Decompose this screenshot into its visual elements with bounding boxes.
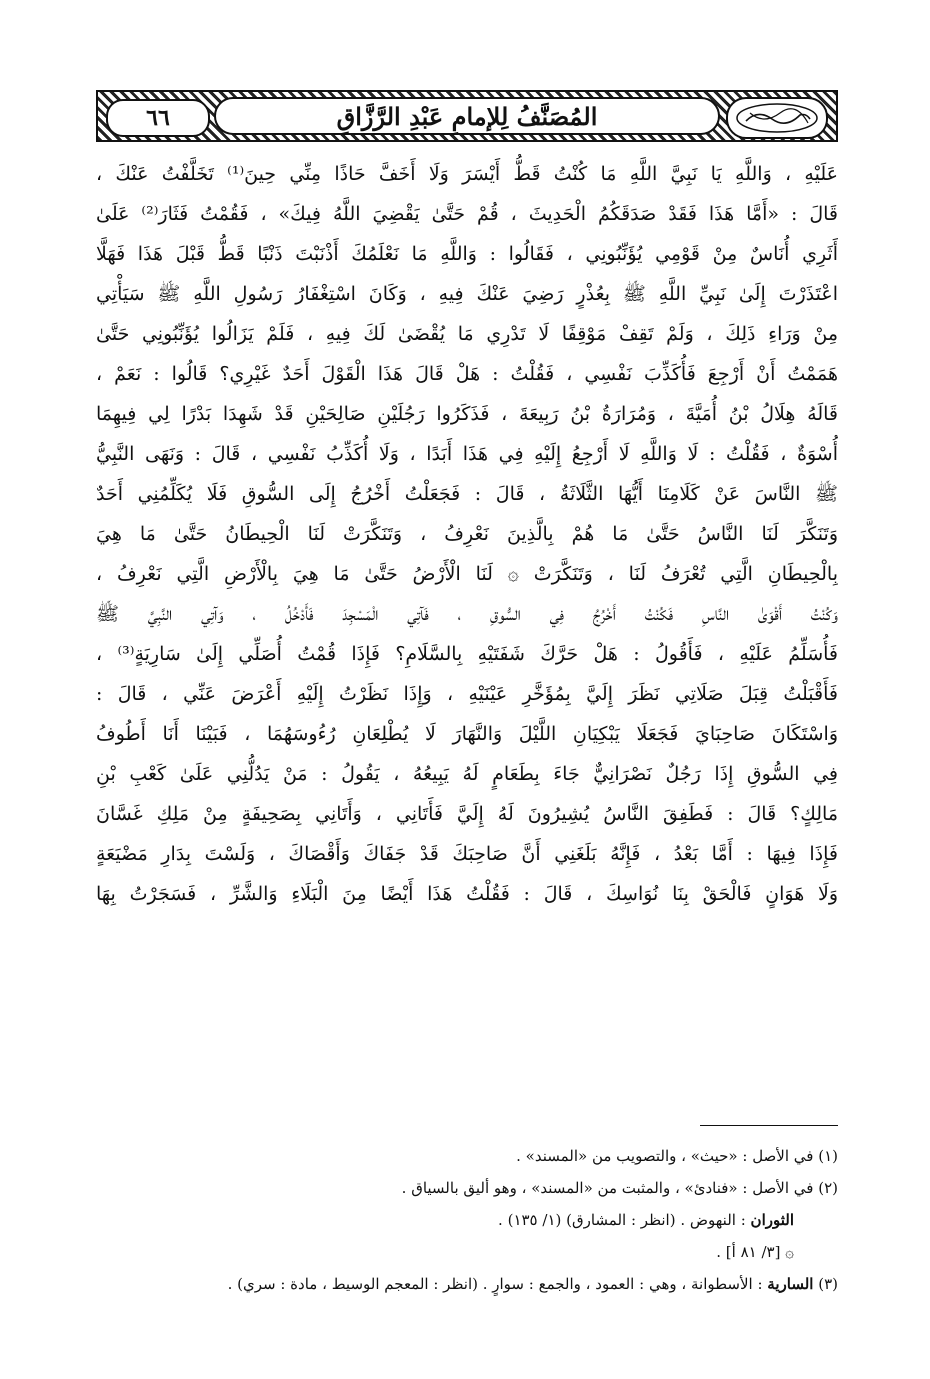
gloss-definition: : النهوض . (انظر : المشارق) (١/ ١٣٥) . <box>498 1211 751 1229</box>
text-line: قَالَهُ هِلَالُ بْنُ أُمَيَّةَ ، وَمُرَارَةُ بْنُ رَبِيعَةَ ، فَذَكَرُوا رَجُلَيْنِ صَالِحَيْنِ قَدْ شَهِدَا بَدْرًا لِي فِيهِمَا <box>96 403 838 425</box>
text-line: بِالْحِيطَانِ الَّتِي تُعْرَفُ لَنَا ، وَتَنَكَّرَتْ ۞ لَنَا الْأَرْضُ حَتَّىٰ مَا هِيَ بِالْأَرْضِ الَّتِي نَعْرِفُ ، <box>96 563 838 585</box>
text-line: وَاسْتَكَانَ صَاحِبَايَ فَجَعَلَا يَبْكِيَانِ اللَّيْلَ وَالنَّهَارَ لَا يُطْلِعَانِ رُءُوسَهُمَا ، فَبَيْنَا أَنَا أَطُوفُ <box>96 723 838 745</box>
main-text <box>96 154 838 914</box>
page-number-frame <box>106 99 210 137</box>
seal-icon <box>728 99 826 137</box>
text-line: فِي السُّوقِ إِذَا رَجُلٌ نَصْرَانِيٌّ جَاءَ بِطَعَامٍ لَهُ يَبِيعُهُ ، يَقُولُ : مَنْ يَدُلُّنِي عَلَىٰ كَعْبِ بْنِ <box>96 763 838 785</box>
text-line: قَالَ : «أَمَّا هَذَا فَقَدْ صَدَقَكُمُ الْحَدِيثَ ، قُمْ حَتَّىٰ يَقْضِيَ اللَّهُ فِيكَ» ، فَقُمْتُ فَثَارَ⁽²⁾ عَلَىٰ <box>96 203 838 225</box>
seal-logo <box>726 97 828 139</box>
text-line: فَأُسَلِّمُ عَلَيْهِ ، فَأَقُولُ : هَلْ حَرَّكَ شَفَتَيْهِ بِالسَّلَامِ؟ فَإِذَا قُمْتُ أُصَلِّي إِلَىٰ سَارِيَةٍ⁽³⁾ ، <box>96 643 838 665</box>
text-line: وَتَنَكَّرَ لَنَا النَّاسُ حَتَّىٰ مَا هُمْ بِالَّذِينَ نَعْرِفُ ، وَتَنَكَّرَتْ لَنَا الْحِيطَانُ حَتَّىٰ مَا هِيَ <box>96 523 838 545</box>
gloss-term: الثوران <box>750 1211 794 1229</box>
title-frame <box>214 97 720 135</box>
page-number: ٦٦ <box>146 105 170 131</box>
text-line: عَلَيْهِ ، وَاللَّهِ يَا نَبِيَّ اللَّهِ مَا كُنْتُ قَطُّ أَيْسَرَ وَلَا أَخَفَّ حَاذًا مِنِّي حِينَ⁽¹⁾ تَخَلَّفْتُ عَنْكَ ، <box>96 163 838 185</box>
page-header <box>96 90 838 142</box>
text-line: وَكُنْتُ أَقْوَىٰ النَّاسِ فَكُنْتُ أَخْرُجُ فِي السُّوقِ ، فَآتِي الْمَسْجِدَ فَأَدْخُلُ ، وَآتِي النَّبِيَّ ﷺ <box>96 603 838 625</box>
text-line: فَإِذَا فِيهَا : أَمَّا بَعْدُ ، فَإِنَّهُ بَلَغَنِي أَنَّ صَاحِبَكَ قَدْ جَفَاكَ وَأَقْصَاكَ ، وَلَسْتَ بِدَارِ مَضْيَعَةٍ <box>96 843 838 865</box>
text-line: هَمَمْتُ أَنْ أَرْجِعَ فَأُكَذِّبَ نَفْسِي ، فَقُلْتُ : هَلْ قَالَ هَذَا الْقَوْلَ أَحَدٌ غَيْرِي؟ قَالُوا : نَعَمْ ، <box>96 363 838 385</box>
text-line: أَثَرِي أُنَاسٌ مِنْ قَوْمِي يُؤَنِّبُونِي ، فَقَالُوا : وَاللَّهِ مَا نَعْلَمُكَ أَذْنَبْتَ ذَنْبًا قَطُّ قَبْلَ هَذَا فَهَلَّا <box>96 243 838 265</box>
text-line: مَالِكٍ؟ قَالَ : فَطَفِقَ النَّاسُ يُشِيرُونَ لَهُ إِلَيَّ فَأَتَانِي ، وَأَتَانِي بِصَحِيفَةٍ مِنْ مَلِكِ غَسَّانَ <box>96 803 838 825</box>
footnote-2: (٢) في الأصل : «فنادئ» ، والمثبت من «المسند» ، وهو أليق بالسياق . <box>401 1179 838 1197</box>
footnote-3-definition: : الأسطوانة ، وهي : العمود ، والجمع : سوارٍ . (انظر : المعجم الوسيط ، مادة : سري) . <box>227 1275 768 1293</box>
footnote-3 <box>96 1268 838 1300</box>
footnotes <box>96 1140 838 1300</box>
text-line: فَأَقْبَلْتُ قِبَلَ صَلَاتِي نَظَرَ إِلَيَّ بِمُؤَخَّرِ عَيْنَيْهِ ، وَإِذَا نَظَرْتُ إِلَيْهِ أَعْرَضَ عَنِّي ، قَالَ : <box>96 683 838 705</box>
footnote-3-number: (٣) <box>813 1275 838 1293</box>
text-line: ﷺ النَّاسَ عَنْ كَلَامِنَا أَيُّهَا الثَّلَاثَةُ ، قَالَ : فَجَعَلْتُ أَخْرُجُ إِلَى السُّوقِ فَلَا يُكَلِّمُنِي أَحَدٌ <box>96 483 838 505</box>
footnote-3-term: السارية <box>767 1275 814 1293</box>
text-line: مِنْ وَرَاءِ ذَلِكَ ، وَلَمْ تَقِفْ مَوْقِفًا لَا تَدْرِي مَا يُقْضَىٰ لَكَ فِيهِ ، فَلَمْ يَزَالُوا يُؤَنِّبُونِي حَتَّىٰ <box>96 323 838 345</box>
footnote-divider <box>700 1125 838 1126</box>
book-title: المُصَنَّفُ لِلإمامِ عَبْدِ الرَّزَّاقِ <box>336 101 598 131</box>
footnote-1: (١) في الأصل : «حيث» ، والتصويب من «المسند» . <box>516 1147 838 1165</box>
text-line: اعْتَذَرْتَ إِلَىٰ نَبِيِّ اللَّهِ ﷺ بِعُذْرٍ رَضِيَ عَنْكَ فِيهِ ، وَكَانَ اسْتِغْفَارُ رَسُولِ اللَّهِ ﷺ سَيَأْتِي <box>96 283 838 305</box>
footnote-2-gloss <box>96 1204 838 1236</box>
text-line: وَلَا هَوَانٍ فَالْحَقْ بِنَا نُوَاسِكَ ، قَالَ : فَقُلْتُ هَذَا أَيْضًا مِنَ الْبَلَاءِ وَالشَّرِّ ، فَسَجَرْتُ بِهَا <box>96 883 838 905</box>
text-line: أُسْوَةٌ ، فَقُلْتُ : لَا وَاللَّهِ لَا أَرْجِعُ إِلَيْهِ فِي هَذَا أَبَدًا ، وَلَا أُكَذِّبُ نَفْسِي ، قَالَ : وَنَهَى النَّبِيُّ <box>96 443 838 465</box>
folio-marker: ۞ [٣/ ٨١ أ] . <box>716 1243 794 1261</box>
